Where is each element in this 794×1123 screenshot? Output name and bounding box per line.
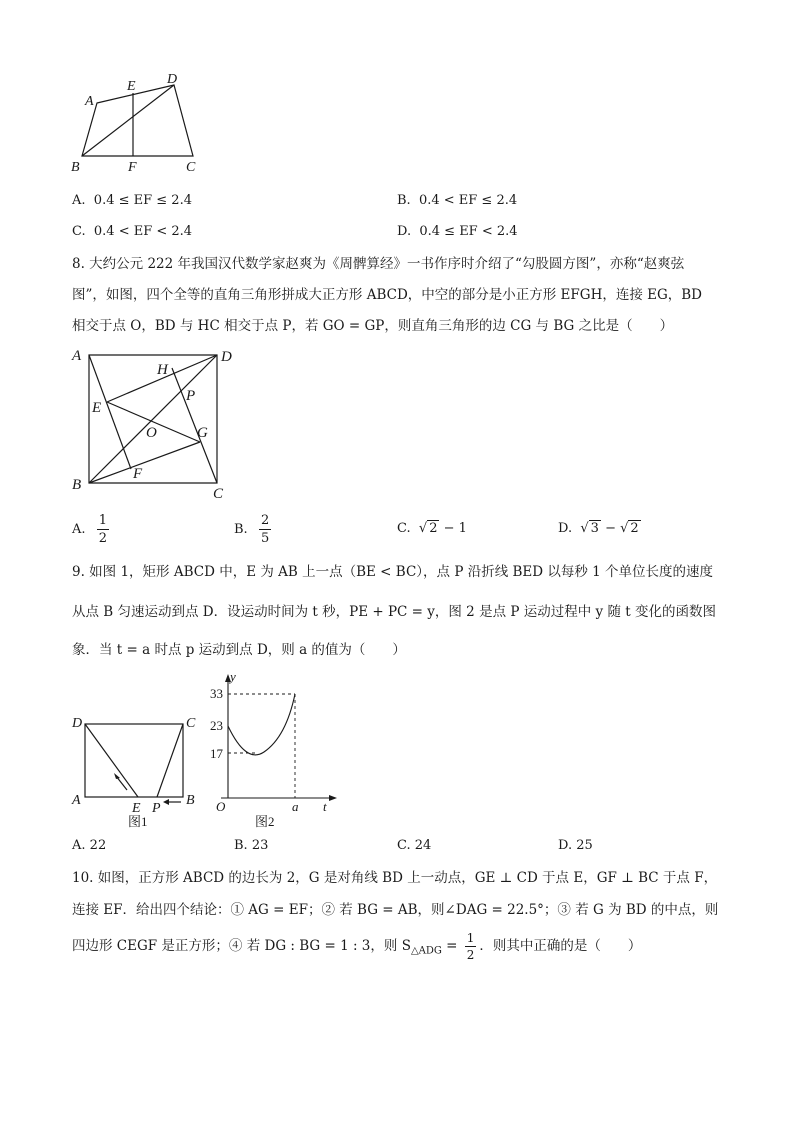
tick-33: 33 <box>210 686 223 701</box>
q8-stem-line-1: 8. 大约公元 222 年我国汉代数学家赵爽为《周髀算经》一书作序时介绍了“勾股圆方图”，亦称“赵爽弦 <box>72 256 685 272</box>
option-rest: − 1 <box>443 521 467 536</box>
t-axis-label: t <box>323 799 327 814</box>
option-letter: A. <box>72 193 86 208</box>
label-e: E <box>92 400 102 416</box>
area-subscript: △ADG <box>410 945 442 957</box>
segment-de <box>85 724 138 797</box>
fraction-one-half: $\frac{1}{2}$ <box>466 931 475 962</box>
q8-option-d[interactable] <box>558 521 641 536</box>
option-letter: B. <box>234 838 248 853</box>
option-letter: C. <box>397 838 411 853</box>
y-axis-label: y <box>230 669 236 684</box>
origin-label: O <box>216 799 226 814</box>
sqrt-icon: √ <box>580 521 589 536</box>
q7-trapezoid-figure <box>68 68 218 176</box>
q9-stem-line-1: 9. 如图 1，矩形 ABCD 中，E 为 AB 上一点（BE < BC），点 P 沿折线 BED 以每秒 1 个单位长度的速度 <box>72 564 714 580</box>
label-d: D <box>72 716 83 731</box>
label-e: E <box>132 801 141 816</box>
q9-figure-2 <box>205 668 341 830</box>
label-p: P <box>186 388 196 404</box>
figure-caption: 图1 <box>128 814 148 829</box>
option-text: 0.4 < EF < 2.4 <box>93 224 193 239</box>
label-c: C <box>213 486 224 502</box>
label-o: O <box>146 425 157 441</box>
label-b: B <box>71 160 80 175</box>
q9-option-b[interactable] <box>234 838 268 853</box>
arrow-head-icon <box>163 799 169 805</box>
sqrt-icon: √ <box>418 521 428 536</box>
q10-stem-line-2: 连接 EF．给出四个结论：① AG = EF；② 若 BG = AB，则∠DAG = 22.5°；③ 若 G 为 BD 的中点，则 <box>72 902 719 918</box>
q8-stem-line-3: 相交于点 O，BD 与 HC 相交于点 P，若 GO = GP，则直角三角形的边 CG 与 BG 之比是（ ） <box>72 318 674 334</box>
option-text: 25 <box>576 838 593 853</box>
option-letter: B. <box>234 522 248 537</box>
option-text: 22 <box>89 838 107 853</box>
segment-bh <box>89 442 200 483</box>
label-p: P <box>152 801 161 816</box>
q9-option-a[interactable] <box>72 838 106 853</box>
trapezoid-abcd <box>82 85 193 156</box>
minus-sign: − <box>605 521 616 536</box>
option-text: 23 <box>251 838 269 853</box>
label-g: G <box>197 425 208 441</box>
diagonal-bd <box>89 355 217 483</box>
figure-caption: 图2 <box>255 814 275 829</box>
radicand: 3 <box>590 521 599 536</box>
label-e: E <box>127 79 136 94</box>
q8-stem-line-2: 图”，如图，四个全等的直角三角形拼成大正方形 ABCD，中空的部分是小正方形 EFGH，连接 EG，BD <box>72 287 703 303</box>
label-c: C <box>186 160 196 175</box>
q9-option-c[interactable] <box>397 838 431 853</box>
label-a: A <box>72 793 81 808</box>
label-f: F <box>133 466 143 482</box>
rectangle-abcd <box>85 724 183 797</box>
fraction-two-fifths: $\frac{2}{5}$ <box>260 513 270 546</box>
radicand: 2 <box>630 521 639 536</box>
label-a: A <box>85 94 94 109</box>
q8-zhao-shuang-figure <box>68 342 240 502</box>
option-letter: A. <box>72 838 86 853</box>
q9-figure-1 <box>68 708 210 832</box>
q7-option-c[interactable] <box>72 224 192 239</box>
option-text: 0.4 ≤ EF ≤ 2.4 <box>93 193 192 208</box>
q10-stem-line-1: 10. 如图，正方形 ABCD 的边长为 2，G 是对角线 BD 上一动点，GE ⊥ CD 于点 E，GF ⊥ BC 于点 F， <box>72 870 718 886</box>
option-letter: C. <box>397 521 411 536</box>
t-axis-arrow-icon <box>329 795 337 801</box>
label-b: B <box>72 477 82 493</box>
segment-pc <box>157 724 183 797</box>
segment-ce <box>172 368 217 483</box>
q8-option-a[interactable] <box>72 514 112 545</box>
label-a: A <box>72 348 82 364</box>
q7-option-a[interactable] <box>72 193 192 208</box>
label-f: F <box>128 160 137 175</box>
q9-stem-line-3: 象．当 t = a 时点 p 运动到点 D，则 a 的值为（ ） <box>72 642 406 658</box>
arrow-head-icon <box>114 773 120 779</box>
option-text: 0.4 < EF ≤ 2.4 <box>418 193 518 208</box>
label-h: H <box>157 362 168 378</box>
tick-a: a <box>292 799 299 814</box>
option-letter: B. <box>397 193 411 208</box>
function-curve <box>228 694 295 755</box>
radicand: 2 <box>429 521 438 536</box>
q7-option-d[interactable] <box>397 224 518 239</box>
q8-option-b[interactable] <box>234 514 274 545</box>
line-text-end: ．则其中正确的是（ ） <box>479 938 642 954</box>
q7-option-b[interactable] <box>397 193 517 208</box>
option-text: 0.4 ≤ EF < 2.4 <box>419 224 518 239</box>
sqrt-icon: √ <box>620 521 629 536</box>
tick-23: 23 <box>210 718 223 733</box>
option-letter: A. <box>72 522 86 537</box>
option-letter: D. <box>558 838 573 853</box>
q8-option-c[interactable] <box>397 521 467 536</box>
q9-option-d[interactable] <box>558 838 593 853</box>
option-letter: D. <box>397 224 412 239</box>
q9-stem-line-2: 从点 B 匀速运动到点 D．设运动时间为 t 秒，PE + PC = y，图 2 是点 P 运动过程中 y 随 t 变化的函数图 <box>72 604 716 620</box>
q10-stem-line-3 <box>72 932 641 962</box>
tick-17: 17 <box>210 746 223 761</box>
equals-sign: = <box>441 938 458 954</box>
label-d: D <box>167 72 178 87</box>
option-letter: D. <box>558 521 573 536</box>
label-d: D <box>221 349 232 365</box>
option-letter: C. <box>72 224 86 239</box>
fraction-one-half: $\frac{1}{2}$ <box>98 513 108 546</box>
label-c: C <box>186 716 196 731</box>
option-text: 24 <box>414 838 432 853</box>
line-text: 四边形 CEGF 是正方形；④ 若 DG : BG = 1 : 3，则 S <box>72 938 411 954</box>
label-b: B <box>186 793 195 808</box>
